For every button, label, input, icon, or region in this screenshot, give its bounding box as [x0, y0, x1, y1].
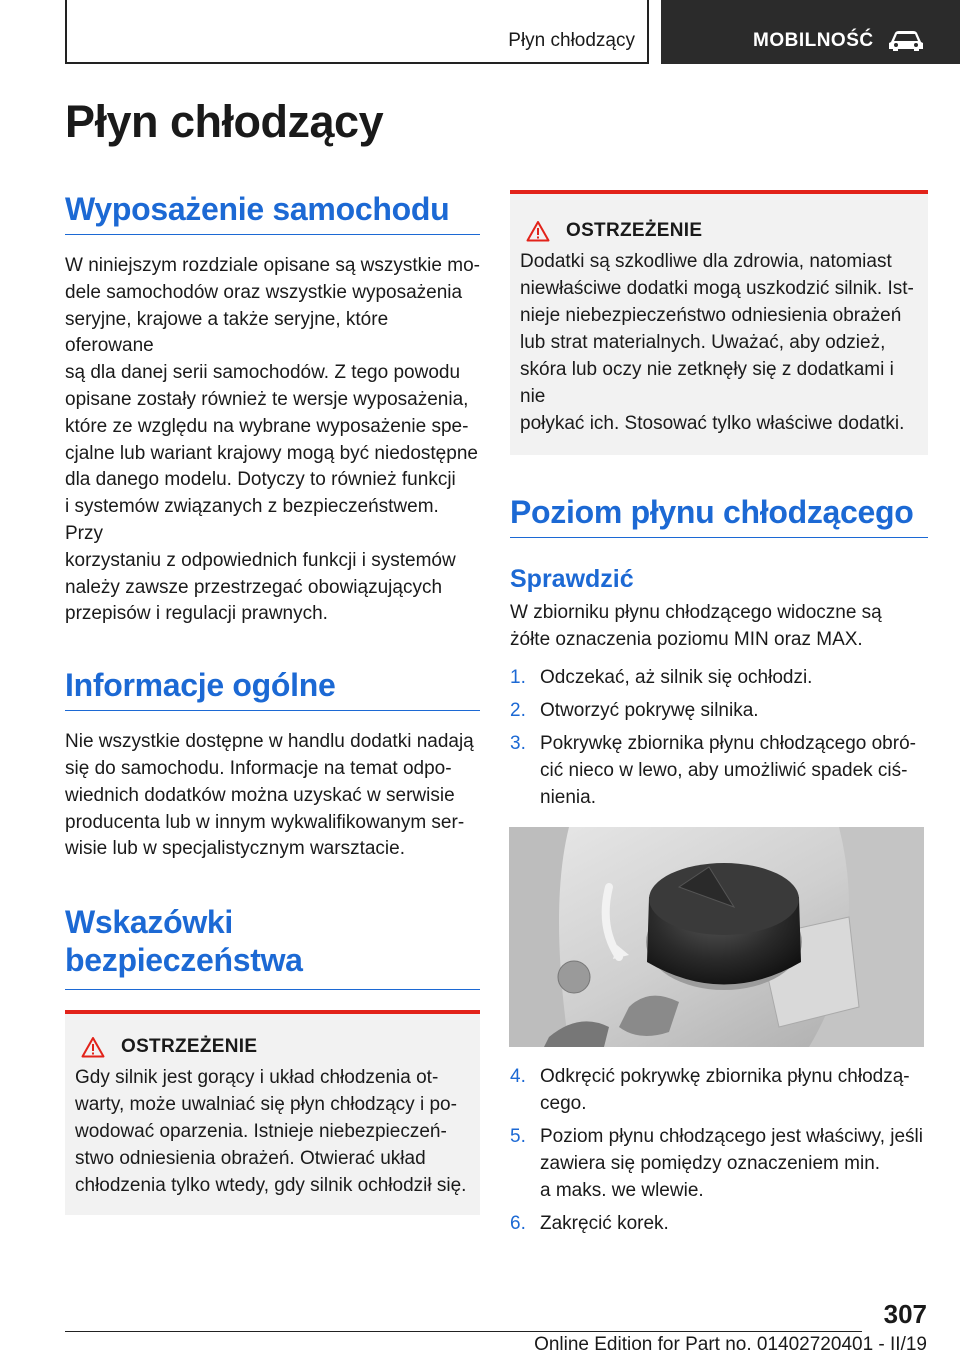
- coolant-cap-photo: [509, 827, 924, 1047]
- step-number: 6.: [510, 1212, 526, 1234]
- general-info-text: Nie wszystkie dostępne w handlu dodatki nadają się do samochodu. Informacje na temat odpo- wiednich dodatków można uzyskać w serwisie producenta lub w innym wykwalifikowanym ser- wisie lub w specjalistycznym warsztacie.: [65, 731, 474, 860]
- step-text: Odkręcić pokrywkę zbiornika płynu chłodzą- cego.: [540, 1065, 910, 1114]
- equipment-text: W niniejszym rozdziale opisane są wszystkie mo- dele samochodów oraz wszystkie wyposażenia seryjne, krajowe a także seryjne, które oferowane są dla danej serii samochodów. Z tego powodu opisane zostały również te wersje wyposażenia, które ze względu na wybrane wyposażenie spe- cjalne lub wariant krajowy mogą być niedostępne dla danego modelu. Dotyczy to również funkcji i systemów związanych z bezpieczeństwem. Przy korzystaniu z odpowiednich funkcji i systemów należy zawsze przestrzegać obowiązujących przepisów i regulacji prawnych.: [65, 255, 480, 625]
- list-item: [510, 697, 928, 724]
- warning-box-hot-engine: [65, 1010, 480, 1215]
- steps-list-2: [510, 1063, 928, 1237]
- step-number: 5.: [510, 1125, 526, 1147]
- page-number: 307: [883, 1299, 927, 1329]
- car-icon: [887, 28, 925, 52]
- warning-text: Gdy silnik jest gorący i układ chłodzenia ot- warty, może uwalniać się płyn chłodzący i po- wodować oparzenia. Istnieje niebezpieczeń- stwo odniesienia obrażeń. Otwierać układ chłodzenia tylko wtedy, gdy silnik ochłodził się.: [75, 1067, 467, 1197]
- step-text: Poziom płynu chłodzącego jest właściwy, jeśli zawiera się pomiędzy oznaczeniem min. a maks. we wlewie.: [540, 1125, 923, 1201]
- heading-safety: Wskazówki bezpieczeństwa: [65, 903, 480, 990]
- step-text: Odczekać, aż silnik się ochłodzi.: [540, 666, 813, 688]
- step-number: 3.: [510, 732, 526, 754]
- warning-title-row: [520, 220, 916, 242]
- list-item: [510, 1063, 928, 1117]
- header-section-box: [65, 0, 649, 64]
- left-column: [65, 190, 480, 1215]
- header-section-title: Płyn chłodzący: [508, 30, 635, 51]
- step-text: Pokrywkę zbiornika płynu chłodzącego obró- cić nieco w lewo, aby umożliwić spadek ciś- nienia.: [540, 732, 916, 808]
- list-item: [510, 1210, 928, 1237]
- list-item: [510, 1123, 928, 1204]
- warning-text: Dodatki są szkodliwe dla zdrowia, natomiast niewłaściwe dodatki mogą uszkodzić silnik. Ist- nieje niebezpieczeństwo odniesienia obrażeń lub strat materialnych. Uważać, aby odzież, skóra lub oczy nie zetknęły się z dodatkami i nie połykać ich. Stosować tylko właściwe dodatki.: [520, 251, 914, 434]
- header-chapter-tab[interactable]: [661, 0, 960, 64]
- step-number: 4.: [510, 1065, 526, 1087]
- footer-edition: Online Edition for Part no. 01402720401 - II/19: [534, 1334, 927, 1355]
- step-text: Zakręcić korek.: [540, 1212, 669, 1234]
- step-number: 1.: [510, 666, 526, 688]
- warning-title-row: [75, 1036, 468, 1058]
- step-number: 2.: [510, 699, 526, 721]
- page-title: Płyn chłodzący: [65, 96, 384, 147]
- warning-title: OSTRZEŻENIE: [566, 220, 703, 241]
- heading-coolant-level: Poziom płynu chłodzącego: [510, 493, 928, 538]
- step-text: Otworzyć pokrywę silnika.: [540, 699, 759, 721]
- warning-triangle-icon: [526, 220, 550, 242]
- coolant-reservoir-cap-illustration: [509, 827, 924, 1047]
- footer-divider: [65, 1331, 862, 1332]
- warning-triangle-icon: [81, 1036, 105, 1058]
- subheading-check: Sprawdzić: [510, 565, 634, 593]
- warning-box-additives: [510, 190, 928, 455]
- header-chapter-label: MOBILNOŚĆ: [753, 30, 874, 51]
- steps-list-1: [510, 664, 928, 811]
- list-item: [510, 730, 928, 811]
- right-column: [510, 190, 928, 1243]
- list-item: [510, 664, 928, 691]
- heading-equipment: Wyposażenie samochodu: [65, 190, 480, 235]
- warning-title: OSTRZEŻENIE: [121, 1036, 258, 1058]
- check-intro-text: W zbiorniku płynu chłodzącego widoczne są żółte oznaczenia poziomu MIN oraz MAX.: [510, 602, 882, 650]
- heading-general-info: Informacje ogólne: [65, 666, 480, 711]
